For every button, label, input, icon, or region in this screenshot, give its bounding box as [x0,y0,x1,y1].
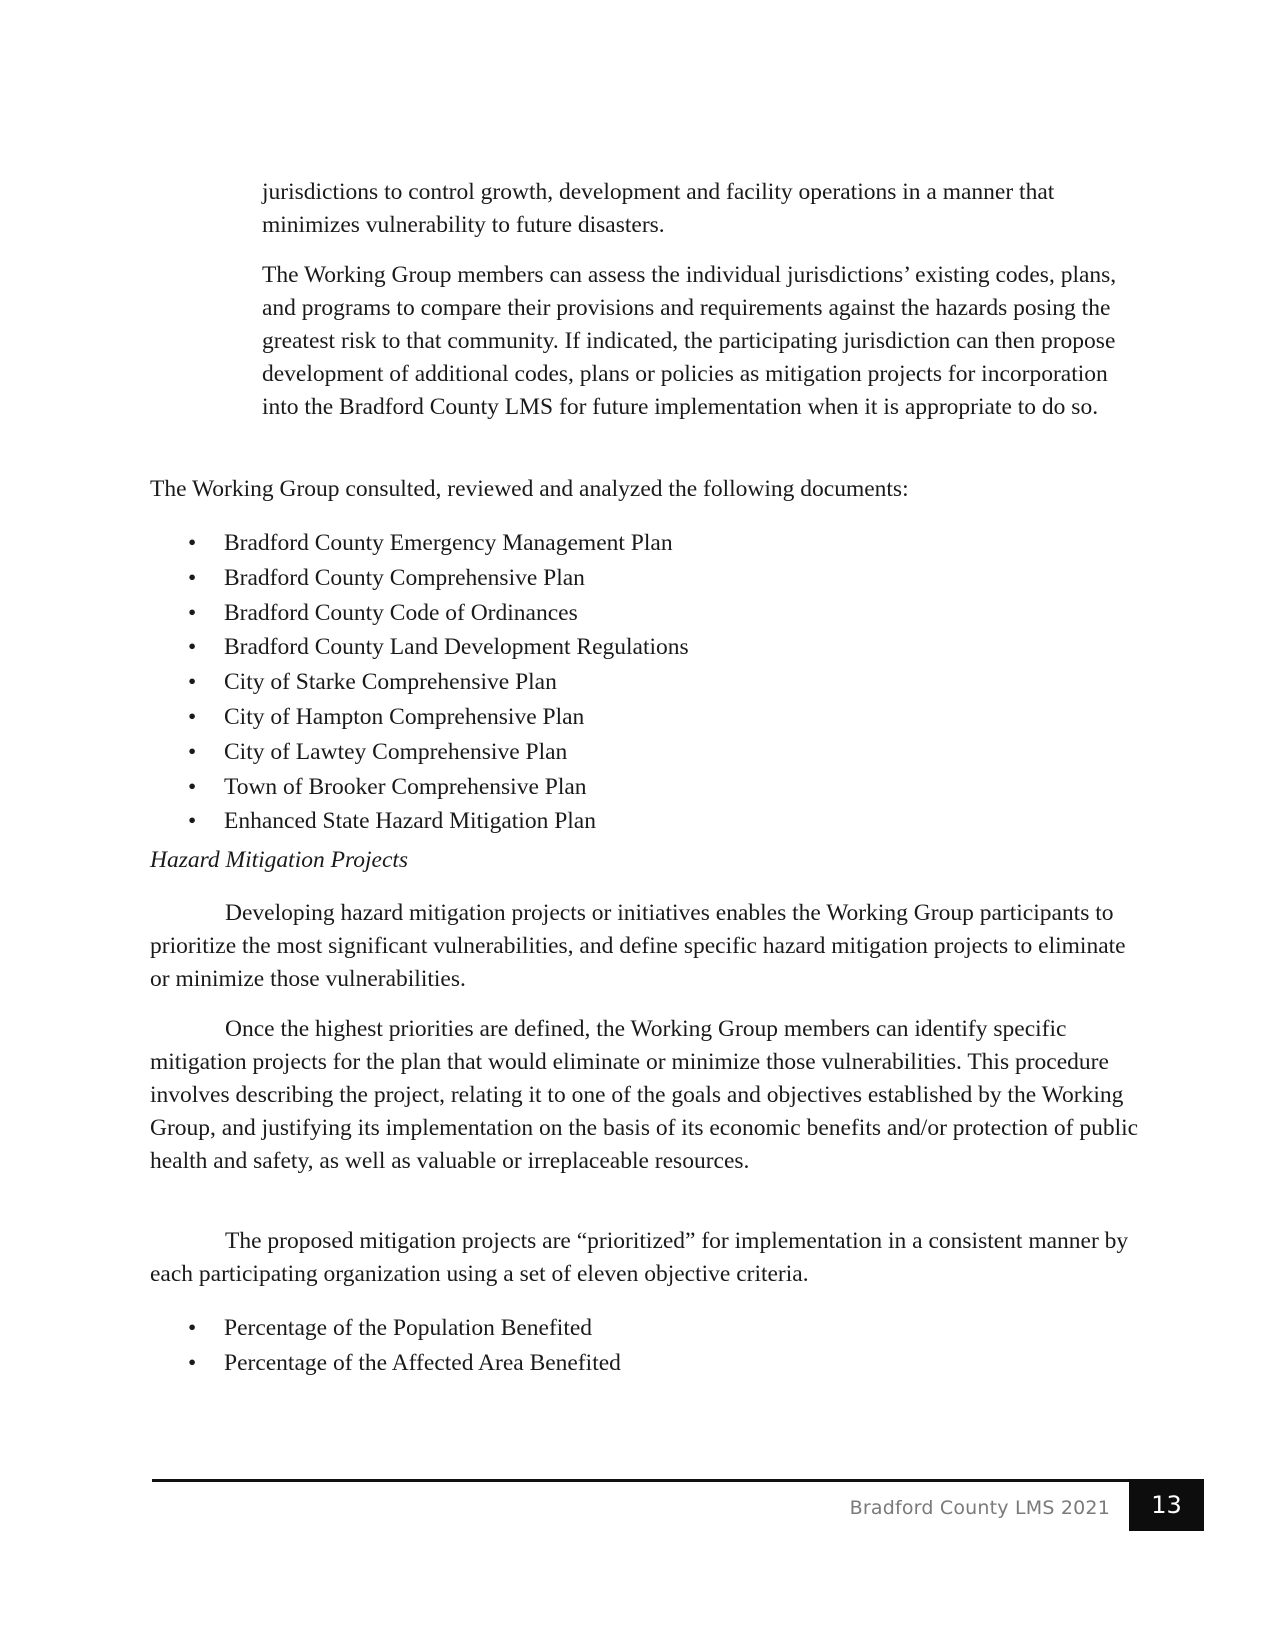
bullet-icon: • [188,703,197,730]
list-item [150,1311,621,1346]
bullet-icon: • [188,564,197,591]
documents-list [150,526,689,839]
list-item [150,770,689,805]
footer-title: Bradford County LMS 2021 [849,1497,1110,1519]
list-item [150,700,689,735]
bullet-icon: • [188,530,197,556]
criteria-list [150,1311,621,1381]
section-heading: Hazard Mitigation Projects [150,847,409,873]
list-item-text: Bradford County Comprehensive Plan [224,564,585,591]
documents-intro: The Working Group consulted, reviewed and analyzed the following documents: [150,476,909,502]
list-item-text: Bradford County Emergency Management Plan [224,530,673,556]
list-item-text: Percentage of the Affected Area Benefited [224,1349,621,1376]
footer-divider [152,1479,1152,1482]
list-item [150,630,689,665]
list-item-text: City of Hampton Comprehensive Plan [224,703,585,730]
list-item [150,526,689,561]
list-item-text: Bradford County Code of Ordinances [224,599,578,626]
page-number-label: 13 [1151,1491,1182,1519]
list-item-text: Bradford County Land Development Regulations [224,634,689,661]
bullet-icon: • [188,1315,197,1341]
continuation-paragraph-2: The Working Group members can assess the individual jurisdictions’ existing codes, plans, and programs to compare their provisions and requirements against the hazards posing the greatest risk to that community. If indicated, the participating jurisdiction can then propose development of additional codes, plans or policies as mitigation projects for incorporation into the Bradford County LMS for future implementation when it is appropriate to do so. [262,262,1117,420]
list-item [150,804,689,839]
list-item [150,1346,621,1381]
bullet-icon: • [188,599,197,626]
list-item-text: Enhanced State Hazard Mitigation Plan [224,808,596,835]
projects-paragraph-2: Once the highest priorities are defined, the Working Group members can identify specific mitigation projects for the plan that would eliminate or minimize those vulnerabilities. This procedure involves describing the project, relating it to one of the goals and objectives established by the Working Group, and justifying its implementation on the basis of its economic benefits and/or protection of public health and safety, as well as valuable or irreplaceable resources. [150,1016,1139,1174]
bullet-icon: • [188,773,197,800]
projects-paragraph-1: Developing hazard mitigation projects or initiatives enables the Working Group participants to prioritize the most significant vulnerabilities, and define specific hazard mitigation projects to eliminate or minimize those vulnerabilities. [150,900,1126,992]
list-item-text: City of Starke Comprehensive Plan [224,669,557,696]
page-number [1129,1479,1204,1531]
list-item-text: City of Lawtey Comprehensive Plan [224,738,568,765]
continuation-paragraph-1: jurisdictions to control growth, development and facility operations in a manner that minimizes vulnerability to future disasters. [262,179,1055,238]
projects-paragraph-3: The proposed mitigation projects are “prioritized” for implementation in a consistent manner by each participating organization using a set of eleven objective criteria. [150,1228,1129,1287]
list-item-text: Percentage of the Population Benefited [224,1315,593,1341]
bullet-icon: • [188,808,197,835]
list-item [150,561,689,596]
list-item-text: Town of Brooker Comprehensive Plan [224,773,587,800]
bullet-icon: • [188,634,197,661]
list-item [150,735,689,770]
bullet-icon: • [188,669,197,696]
list-item [150,596,689,631]
bullet-icon: • [188,738,197,765]
bullet-icon: • [188,1349,197,1376]
list-item [150,665,689,700]
